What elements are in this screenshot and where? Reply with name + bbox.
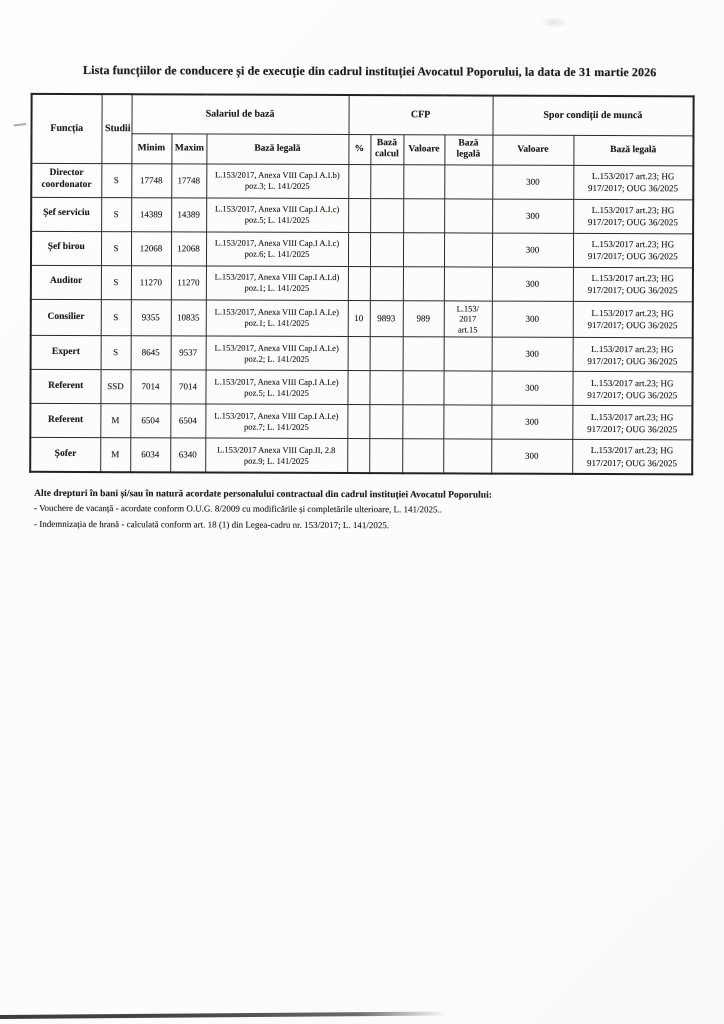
cell-cfp-baza-calcul <box>369 405 402 439</box>
cell-cfp-baza-legala <box>444 266 492 300</box>
cell-spor-baza-legala: L.153/2017 art.23; HG 917/2017; OUG 36/2025 <box>573 233 693 267</box>
cell-studii: S <box>101 231 131 265</box>
cell-cfp-procent <box>348 266 370 300</box>
cell-cfp-procent <box>348 164 370 198</box>
column-header-cfp-procent: % <box>348 134 370 164</box>
cell-spor-valoare: 300 <box>491 439 572 473</box>
cell-cfp-baza-legala: L.153/ 2017 art.15 <box>444 300 492 337</box>
table-row <box>31 299 693 338</box>
cell-spor-baza-legala: L.153/2017 art.23; HG 917/2017; OUG 36/2025 <box>573 338 693 372</box>
cell-minim: 8645 <box>131 336 171 370</box>
column-header-cfp-baza-calcul: Bază calcul <box>370 134 403 164</box>
cell-studii: S <box>101 265 131 299</box>
cell-salariu-baza-legala: L.153/2017, Anexa VIII Cap.I A.I.b) poz.3; L. 141/2025 <box>206 163 348 198</box>
cell-functia: Auditor <box>31 265 101 299</box>
cell-salariu-baza-legala: L.153/2017, Anexa VIII Cap.I A.I.c) poz.5; L. 141/2025 <box>206 197 348 232</box>
cell-spor-valoare: 300 <box>491 405 572 439</box>
cell-cfp-baza-legala <box>444 164 492 198</box>
column-header-salariu-baza-legala: Bază legală <box>206 133 348 164</box>
cell-salariu-baza-legala: L.153/2017, Anexa VIII Cap.I A.I.e) poz.1; L. 141/2025 <box>206 299 348 336</box>
cell-maxim: 7014 <box>170 370 205 404</box>
cell-maxim: 12068 <box>171 231 206 265</box>
cell-spor-valoare: 300 <box>492 233 573 267</box>
cell-cfp-baza-calcul <box>370 266 403 300</box>
cell-functia: Director coordonator <box>31 163 101 197</box>
cell-functia: Șofer <box>30 438 100 472</box>
cell-spor-baza-legala: L.153/2017 art.23; HG 917/2017; OUG 36/2025 <box>572 372 692 406</box>
cell-studii: S <box>101 163 131 197</box>
cell-maxim: 6340 <box>170 438 205 472</box>
cell-minim: 6034 <box>130 438 170 472</box>
cell-spor-baza-legala: L.153/2017 art.23; HG 917/2017; OUG 36/2025 <box>572 406 692 440</box>
cell-cfp-valoare <box>403 164 444 198</box>
cell-cfp-baza-legala <box>443 405 491 439</box>
cell-cfp-baza-legala <box>443 439 491 473</box>
cell-studii: M <box>100 404 130 438</box>
cell-cfp-procent <box>348 337 370 371</box>
cell-functia: Consilier <box>31 299 101 336</box>
cell-spor-valoare: 300 <box>492 165 573 199</box>
cell-functia: Șef serviciu <box>31 197 101 231</box>
cell-functia: Șef birou <box>31 231 101 265</box>
cell-cfp-valoare <box>403 198 444 232</box>
table-row <box>30 404 692 441</box>
cell-functia: Referent <box>30 370 100 404</box>
cell-cfp-baza-legala <box>443 371 491 405</box>
column-header-functia: Funcția <box>31 94 101 163</box>
cell-functia: Expert <box>31 336 101 370</box>
cell-cfp-procent <box>348 232 370 266</box>
cell-spor-baza-legala: L.153/2017 art.23; HG 917/2017; OUG 36/2025 <box>573 267 693 301</box>
cell-cfp-baza-calcul: 9893 <box>370 300 403 337</box>
column-group-cfp: CFP <box>349 95 493 135</box>
cell-cfp-valoare <box>403 266 444 300</box>
cell-spor-baza-legala: L.153/2017 art.23; HG 917/2017; OUG 36/2025 <box>573 301 693 338</box>
cell-studii: S <box>101 336 131 370</box>
column-header-studii: Studii <box>101 94 131 163</box>
cell-functia: Referent <box>30 404 100 438</box>
cell-cfp-valoare <box>403 232 444 266</box>
cell-cfp-baza-calcul <box>370 337 403 371</box>
cell-minim: 9355 <box>131 299 171 336</box>
scan-smudge <box>540 17 568 28</box>
table-header <box>31 94 693 166</box>
column-header-minim: Minim <box>131 133 171 163</box>
cell-cfp-valoare: 989 <box>403 300 444 337</box>
cell-cfp-baza-legala <box>444 232 492 266</box>
table-row <box>31 163 693 200</box>
cell-minim: 6504 <box>130 404 170 438</box>
column-header-spor-valoare: Valoare <box>492 135 573 165</box>
cell-cfp-procent <box>347 405 369 439</box>
cell-salariu-baza-legala: L.153/2017 Anexa VIII Cap.II, 2.8 poz.9; L. 141/2025 <box>205 438 347 473</box>
column-header-maxim: Maxim <box>171 133 206 163</box>
cell-spor-baza-legala: L.153/2017 art.23; HG 917/2017; OUG 36/2025 <box>572 440 692 474</box>
cell-minim: 7014 <box>130 370 170 404</box>
cell-salariu-baza-legala: L.153/2017, Anexa VIII Cap.I A.I.d) poz.1; L. 141/2025 <box>206 265 348 300</box>
cell-salariu-baza-legala: L.153/2017, Anexa VIII Cap.I A.I.e) poz.5; L. 141/2025 <box>205 370 347 405</box>
cell-studii: S <box>101 299 131 336</box>
page-title: Lista funcțiilor de conducere și de execuție din cadrul instituției Avocatul Poporului, la data de 31 martie 2026 <box>83 63 657 80</box>
cell-cfp-baza-legala <box>444 198 492 232</box>
cell-salariu-baza-legala: L.153/2017, Anexa VIII Cap.I A.I.e) poz.2; L. 141/2025 <box>206 336 348 371</box>
column-header-cfp-valoare: Valoare <box>403 134 444 164</box>
cell-studii: SSD <box>100 370 130 404</box>
cell-spor-baza-legala: L.153/2017 art.23; HG 917/2017; OUG 36/2025 <box>573 165 693 199</box>
column-group-salariu: Salariul de bază <box>131 94 348 134</box>
cell-cfp-valoare <box>403 337 444 371</box>
cell-maxim: 9537 <box>171 336 206 370</box>
cell-maxim: 14389 <box>171 197 206 231</box>
cell-cfp-procent <box>348 198 370 232</box>
cell-cfp-baza-legala <box>444 337 492 371</box>
cell-cfp-valoare <box>402 405 443 439</box>
footer-notes-header: Alte drepturi în bani și/sau în natură acordate personalului contractual din cadrul instituției Avocatul Poporului: <box>34 488 492 501</box>
table-header-sub-row <box>31 133 693 166</box>
cell-minim: 17748 <box>131 163 171 197</box>
cell-cfp-baza-calcul <box>369 371 402 405</box>
column-group-spor: Spor condiții de muncă <box>493 96 694 136</box>
table-row <box>31 197 693 234</box>
table-row <box>30 438 692 475</box>
table-header-group-row <box>31 94 693 136</box>
cell-cfp-baza-calcul <box>370 232 403 266</box>
cell-spor-valoare: 300 <box>492 301 573 338</box>
cell-maxim: 11270 <box>171 265 206 299</box>
cell-maxim: 10835 <box>171 299 206 336</box>
cell-salariu-baza-legala: L.153/2017, Anexa VIII Cap.I A.I.e) poz.7; L. 141/2025 <box>205 404 347 439</box>
cell-cfp-procent <box>347 371 369 405</box>
cell-cfp-baza-calcul <box>369 439 402 473</box>
cell-cfp-valoare <box>402 371 443 405</box>
cell-minim: 14389 <box>131 197 171 231</box>
table-row <box>30 370 692 407</box>
cell-spor-valoare: 300 <box>492 199 573 233</box>
cell-minim: 12068 <box>131 231 171 265</box>
salary-table <box>29 93 694 475</box>
footer-note-vouchers: - Vouchere de vacanță - acordate conform O.U.G. 8/2009 cu modificările și completările ulterioare, L. 141/2025.. <box>34 502 443 515</box>
cell-maxim: 17748 <box>171 163 206 197</box>
cell-cfp-procent <box>347 439 369 473</box>
footer-note-meal-allowance: - Indemnizația de hrană - calculată conform art. 18 (1) din Legea-cadru nr. 153/2017; L. 141/2025. <box>33 518 390 530</box>
table-row <box>31 231 693 268</box>
cell-cfp-valoare <box>402 439 443 473</box>
table-row <box>31 265 693 302</box>
cell-spor-valoare: 300 <box>492 337 573 371</box>
footer-notes <box>34 489 684 536</box>
table-body <box>30 163 693 474</box>
cell-minim: 11270 <box>131 265 171 299</box>
cell-cfp-baza-calcul <box>370 198 403 232</box>
cell-studii: M <box>100 438 130 472</box>
cell-spor-baza-legala: L.153/2017 art.23; HG 917/2017; OUG 36/2025 <box>573 199 693 233</box>
cell-maxim: 6504 <box>170 404 205 438</box>
cell-cfp-baza-calcul <box>370 164 403 198</box>
cell-studii: S <box>101 197 131 231</box>
table-row <box>31 336 693 373</box>
column-header-cfp-baza-legala: Bază legală <box>444 134 492 164</box>
cell-spor-valoare: 300 <box>491 371 572 405</box>
margin-pen-mark <box>13 123 26 127</box>
cell-spor-valoare: 300 <box>492 267 573 301</box>
cell-cfp-procent: 10 <box>348 300 370 337</box>
column-header-spor-baza-legala: Bază legală <box>573 135 693 165</box>
cell-salariu-baza-legala: L.153/2017, Anexa VIII Cap.I A.I.c) poz.6; L. 141/2025 <box>206 231 348 266</box>
